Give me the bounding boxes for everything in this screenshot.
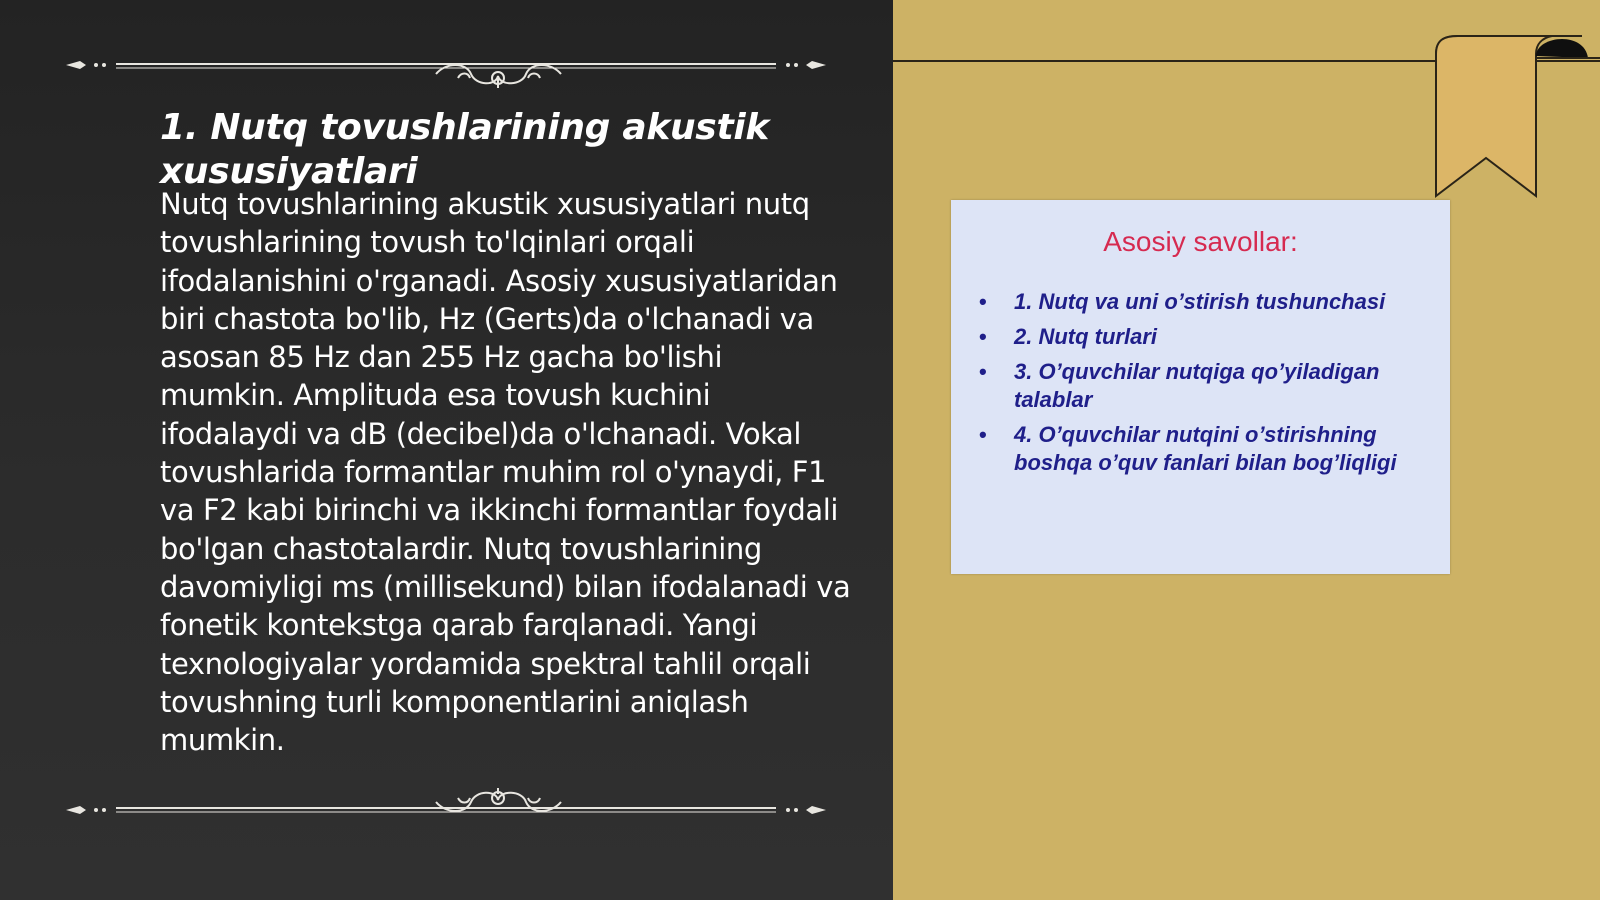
question-text: 2. Nutq turlari [1014,324,1158,349]
question-text: 1. Nutq va uni o’stirish tushunchasi [1014,289,1386,314]
card-title: Asosiy savollar: [1103,226,1298,257]
list-item [979,421,1429,477]
questions-list [979,288,1429,484]
bookmark-ribbon-icon [1434,34,1600,202]
ornamental-divider-bottom-icon [66,788,826,828]
bullet-icon: • [979,324,987,349]
list-item [979,323,1429,351]
question-text: 4. O’quvchilar nutqini o’stirishning boshqa o’quv fanlari bilan bog’liqligi [1014,422,1397,475]
question-text: 3. O’quvchilar nutqiga qo’yiladigan talablar [1014,359,1380,412]
ornamental-divider-top-icon [66,48,826,88]
bullet-icon: • [979,359,987,384]
list-item [979,358,1429,414]
questions-card [951,200,1450,574]
bullet-icon: • [979,422,987,447]
slide-title: 1. Nutq tovushlarining akustik xususiyatlari [160,107,770,192]
list-item [979,288,1429,316]
bullet-icon: • [979,289,987,314]
slide-body-text: Nutq tovushlarining akustik xususiyatlari nutq tovushlarining tovush to'lqinlari orqali ifodalanishini o'rganadi. Asosiy xususiyatlaridan biri chastota bo'lib, Hz (Gerts)da o'lchanadi va asosan 85 Hz dan 255 Hz gacha bo'lishi mumkin. Amplituda esa tovush kuchini ifodalaydi va dB (decibel)da o'lchanadi. Vokal tovushlarida formantlar muhim rol o'ynaydi, F1 va F2 kabi birinchi va ikkinchi formantlar foydali bo'lgan chastotalardir. Nutq tovushlarining davomiyligi ms (millisekund) bilan ifodalanadi va fonetik kontekstga qarab farqlanadi. Yangi texnologiyalar yordamida spektral tahlil orqali tovushning turli komponentlarini aniqlash mumkin. [160,187,851,758]
